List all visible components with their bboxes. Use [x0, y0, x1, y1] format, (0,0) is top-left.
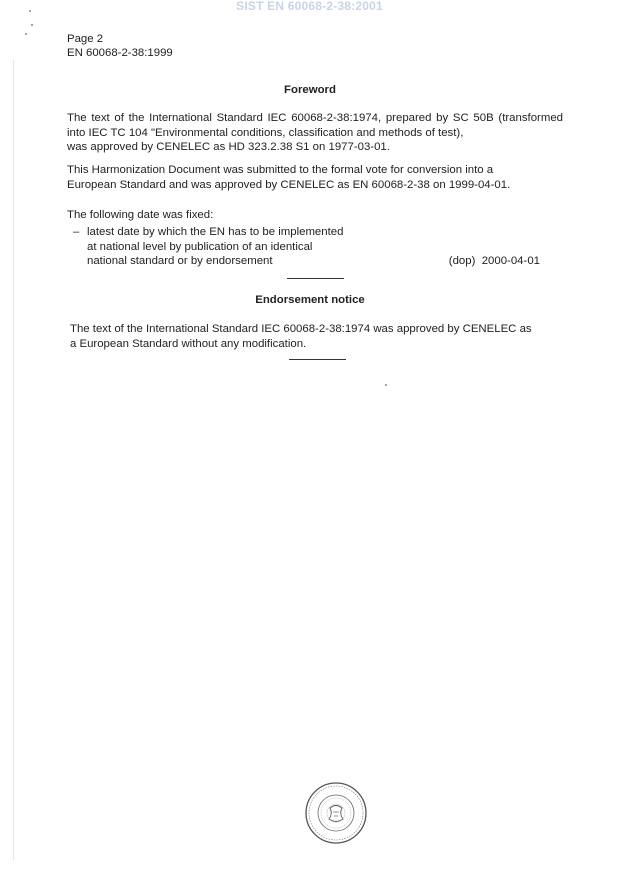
- date-list-item: [73, 225, 543, 269]
- text-line: This Harmonization Document was submitted to the formal vote for conversion into a: [67, 164, 494, 176]
- dop-code: (dop): [448, 255, 476, 267]
- date-item-line-1: [73, 225, 543, 240]
- text-line: latest date by which the EN has to be implemented: [87, 226, 344, 238]
- page-number: Page 2: [67, 33, 104, 45]
- dop-date: 2000-04-01: [481, 255, 540, 267]
- scan-speck: [29, 10, 31, 12]
- foreword-heading: Foreword: [284, 84, 336, 96]
- separator-rule: [287, 278, 344, 279]
- watermark: SIST EN 60068-2-38:2001: [236, 0, 383, 13]
- text-line: was approved by CENELEC as HD 323.2.38 S1 on 1977-03-01.: [67, 141, 390, 153]
- endorsement-heading: Endorsement notice: [255, 294, 365, 306]
- stamp-seal-icon: [304, 781, 368, 845]
- date-item-line-2: at national level by publication of an identical: [87, 240, 313, 253]
- scan-speck: [31, 24, 33, 26]
- text-line: The text of the International Standard IEC 60068-2-38:1974, prepared by SC 50B: [67, 112, 494, 124]
- endorsement-paragraph: [70, 322, 564, 351]
- dop-entry: [449, 254, 540, 269]
- text-line: a European Standard without any modification.: [70, 337, 307, 350]
- text-line: (transformed into IEC TC 104 "Environmental conditions, classification and methods of test),: [67, 112, 563, 139]
- standard-reference: EN 60068-2-38:1999: [67, 47, 173, 59]
- fixed-date-intro: The following date was fixed:: [67, 209, 214, 221]
- page-header: [67, 32, 173, 60]
- foreword-paragraph-1: [67, 111, 563, 155]
- scan-speck: [385, 384, 387, 386]
- scan-speck: [25, 33, 27, 35]
- text-line: European Standard and was approved by CENELEC as EN 60068-2-38 on 1999-04-01.: [67, 178, 511, 191]
- foreword-paragraph-2: [67, 163, 563, 192]
- text-line: The text of the International Standard IEC 60068-2-38:1974 was approved by CENELEC as: [70, 323, 532, 335]
- separator-rule: [289, 359, 346, 360]
- scan-margin-line: [13, 60, 14, 860]
- date-item-line-3: national standard or by endorsement: [87, 255, 273, 267]
- list-dash: –: [73, 226, 80, 238]
